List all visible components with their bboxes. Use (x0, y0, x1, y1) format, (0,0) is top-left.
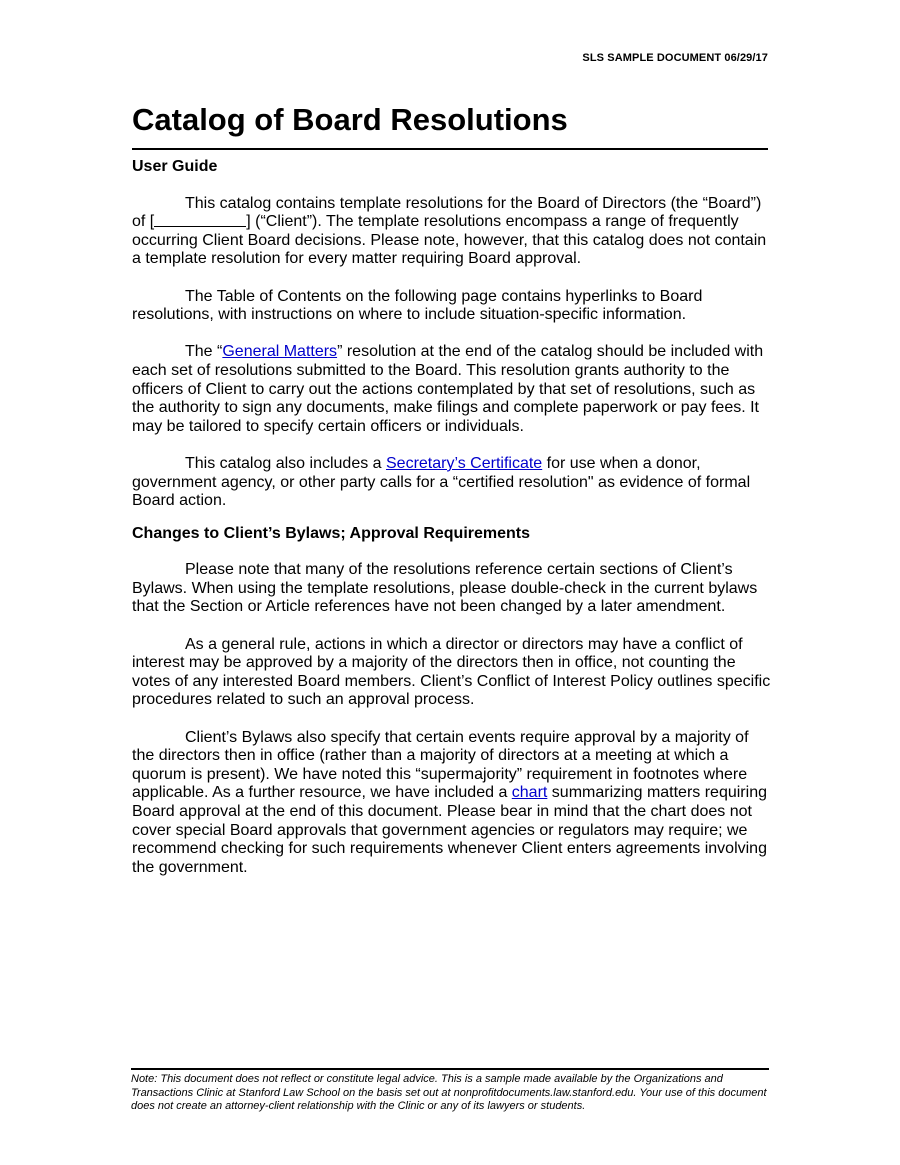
paragraph-supermajority: Client’s Bylaws also specify that certain events require approval by a majority of the directors then in office (rather than a majority of directors at a meeting at which a quorum is present). We have noted this “supermajority” requirement in footnotes where applicable. As a further resource, we have included a chart summarizing matters requiring Board approval at the end of this document. Please bear in mind that the chart does not cover special Board approvals that government agencies or regulators may require; we recommend checking for such requirements whenever Client enters agreements involving the government. (132, 728, 767, 876)
chart-link[interactable]: chart (511, 784, 548, 802)
paragraph-secretary-certificate: This catalog also includes a Secretary’s Certificate for use when a donor, government agency, or other party calls for a “certified resolution" as evidence of formal Board action. (132, 454, 751, 510)
document-title: Catalog of Board Resolutions (132, 102, 568, 137)
paragraph-catalog-intro: This catalog contains template resolutions for the Board of Directors (the “Board”) of [ ] (“Client”). The template resolutions encompass a range of frequently occurring Client Board decisions. Please note, however, that this catalog does not contain a template resolution for every matter requiring Board approval. (132, 194, 767, 268)
client-name-blank (154, 214, 246, 227)
title-divider (132, 148, 768, 150)
document-header-tag: SLS SAMPLE DOCUMENT 06/29/17 (582, 52, 768, 64)
footer-disclaimer: Note: This document does not reflect or constitute legal advice. This is a sample made available by the Organizations and Transactions Clinic at Stanford Law School on the basis set out at nonprofitdocuments.law.stanford.edu. Your use of this document does not create an attorney-client relationship with the Clinic or any of its lawyers or students. (131, 1068, 769, 1114)
section-heading-user-guide: User Guide (132, 158, 218, 175)
general-matters-link[interactable]: General Matters (222, 343, 338, 361)
section-heading-bylaws-changes: Changes to Client’s Bylaws; Approval Requirements (132, 524, 531, 542)
document-body (132, 100, 772, 877)
paragraph-conflict-of-interest: As a general rule, actions in which a director or directors may have a conflict of interest may be approved by a majority of the directors then in office, not counting the votes of any interested Board members. Client’s Conflict of Interest Policy outlines specific procedures related to such an approval process. (132, 635, 771, 709)
paragraph-bylaws-references: Please note that many of the resolutions reference certain sections of Client’s Bylaws. When using the template resolutions, please double-check in the current bylaws that the Section or Article references have not been changed by a later amendment. (132, 561, 758, 616)
secretary-certificate-link[interactable]: Secretary’s Certificate (386, 454, 543, 472)
paragraph-table-of-contents: The Table of Contents on the following page contains hyperlinks to Board resolutions, with instructions on where to include situation-specific information. (132, 287, 703, 324)
paragraph-general-matters: The “General Matters” resolution at the end of the catalog should be included with each set of resolutions submitted to the Board. This resolution grants authority to the officers of Client to carry out the actions contemplated by that set of resolutions, such as the authority to sign any documents, make filings and complete paperwork or pay fees. It may be tailored to specify certain officers or individuals. (132, 343, 764, 435)
